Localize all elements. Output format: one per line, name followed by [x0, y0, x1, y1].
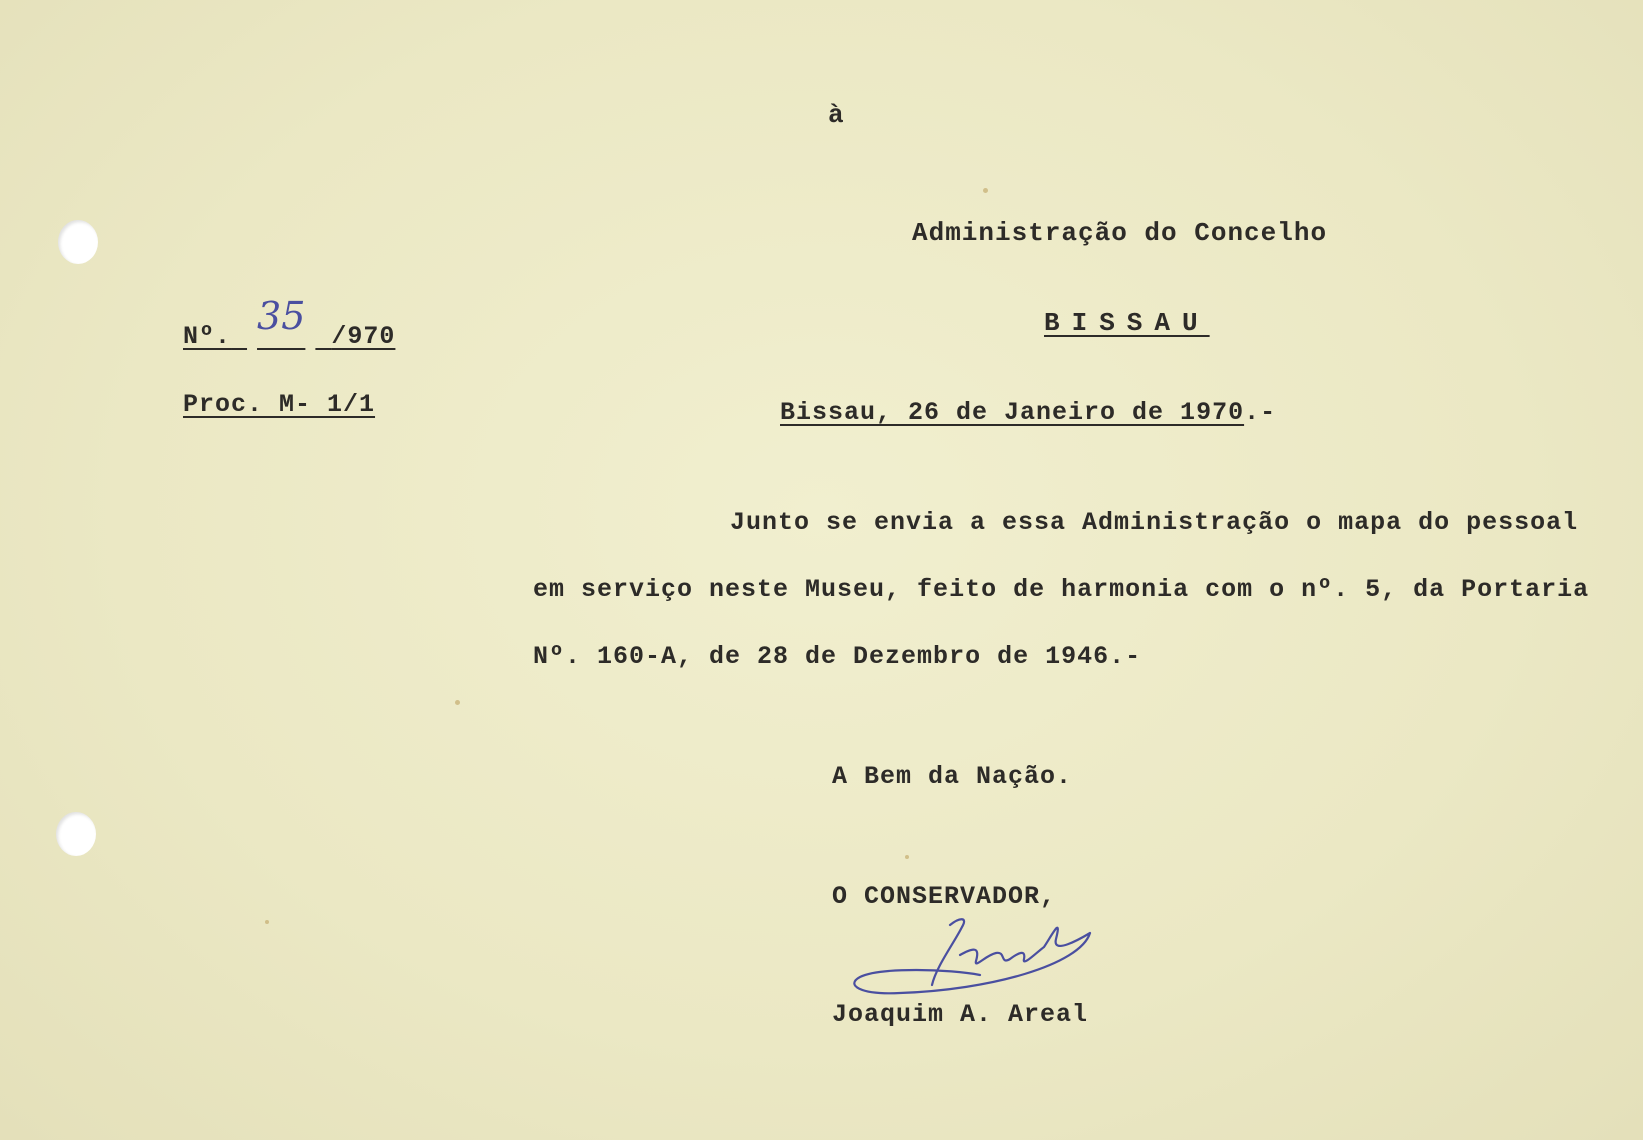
handwritten-signature — [840, 895, 1110, 1015]
recipient-line: Administração do Concelho — [912, 218, 1328, 248]
closing-salutation: A Bem da Nação. — [832, 762, 1073, 791]
date-text: Bissau, 26 de Janeiro de 1970 — [780, 398, 1245, 427]
signatory-title: O CONSERVADOR, — [832, 882, 1057, 911]
date-line — [780, 398, 1276, 427]
paper-speck — [983, 188, 988, 193]
punch-hole-bottom — [56, 812, 96, 856]
reference-number-block — [183, 294, 396, 352]
reference-number-handwritten: 35 — [257, 294, 306, 338]
reference-number-prefix: Nº. — [183, 322, 232, 351]
reference-number-suffix: /970 — [331, 322, 396, 351]
punch-hole-top — [58, 220, 98, 264]
paper-speck — [455, 700, 460, 705]
top-mark: à — [828, 100, 845, 130]
signatory-name: Joaquim A. Areal — [832, 1000, 1089, 1029]
body-line-2: em serviço neste Museu, feito de harmonia com o nº. 5, da Portaria — [533, 575, 1590, 604]
process-reference: Proc. M- 1/1 — [183, 390, 376, 419]
body-line-1: Junto se envia a essa Administração o mapa do pessoal — [730, 508, 1579, 537]
paper-speck — [905, 855, 909, 859]
date-tail: .- — [1244, 398, 1277, 427]
city-heading: BISSAU — [1044, 308, 1210, 338]
reference-number — [183, 294, 396, 352]
body-line-3: Nº. 160-A, de 28 de Dezembro de 1946.- — [533, 642, 1142, 671]
paper-speck — [265, 920, 269, 924]
